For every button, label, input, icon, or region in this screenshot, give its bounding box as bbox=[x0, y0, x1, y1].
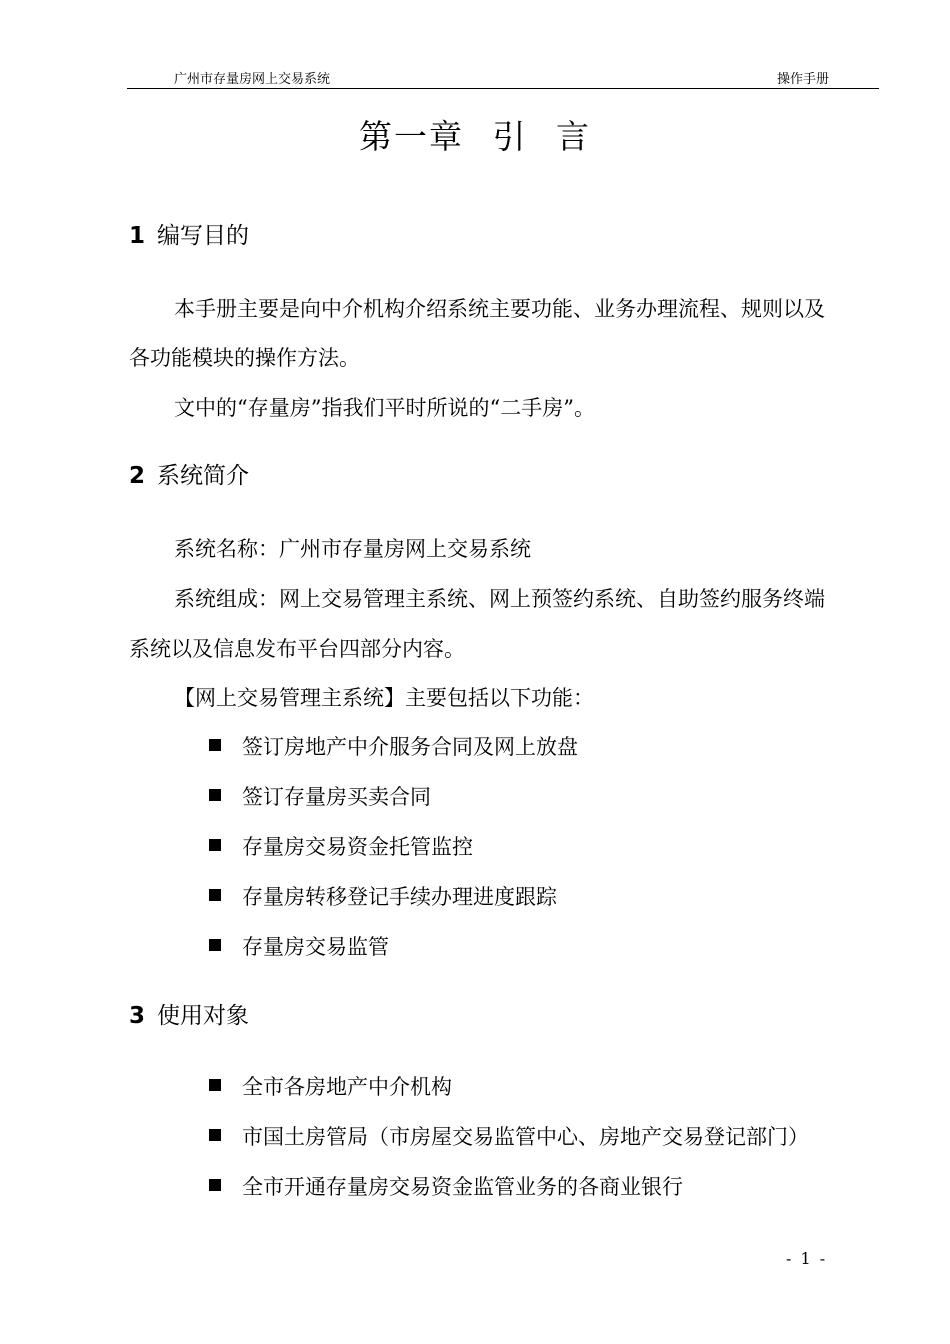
square-bullet-icon bbox=[209, 839, 221, 851]
header-manual-label: 操作手册 bbox=[777, 72, 830, 87]
list-item bbox=[209, 1072, 452, 1102]
paragraph-terminology: 文中的“存量房”指我们平时所说的“二手房”。 bbox=[174, 396, 595, 420]
list-item-text: 签订存量房买卖合同 bbox=[242, 785, 431, 809]
list-item bbox=[209, 1172, 683, 1202]
list-item bbox=[209, 882, 557, 912]
section-number: 2 bbox=[129, 463, 146, 489]
header-divider bbox=[127, 88, 879, 89]
section-title: 编写目的 bbox=[157, 223, 249, 249]
section-heading-system-intro bbox=[129, 461, 249, 491]
section-title: 系统简介 bbox=[157, 463, 249, 489]
paragraph-system-composition-line-1: 系统组成：网上交易管理主系统、网上预签约系统、自助签约服务终端 bbox=[174, 587, 825, 611]
square-bullet-icon bbox=[209, 739, 221, 751]
square-bullet-icon bbox=[209, 789, 221, 801]
section-title: 使用对象 bbox=[157, 1003, 249, 1029]
list-item-text: 签订房地产中介服务合同及网上放盘 bbox=[242, 735, 578, 759]
list-item-text: 存量房交易监管 bbox=[242, 935, 389, 959]
paragraph-system-name: 系统名称：广州市存量房网上交易系统 bbox=[174, 537, 531, 561]
section-number: 1 bbox=[129, 223, 146, 249]
paragraph-main-system-functions: 【网上交易管理主系统】主要包括以下功能： bbox=[174, 686, 594, 710]
square-bullet-icon bbox=[209, 1179, 221, 1191]
list-item bbox=[209, 732, 578, 762]
paragraph-purpose-line-2: 各功能模块的操作方法。 bbox=[129, 346, 360, 370]
square-bullet-icon bbox=[209, 1079, 221, 1091]
square-bullet-icon bbox=[209, 889, 221, 901]
square-bullet-icon bbox=[209, 939, 221, 951]
list-item bbox=[209, 932, 389, 962]
section-heading-purpose bbox=[129, 221, 249, 251]
section-number: 3 bbox=[129, 1003, 146, 1029]
paragraph-purpose-line-1: 本手册主要是向中介机构介绍系统主要功能、业务办理流程、规则以及 bbox=[174, 297, 825, 321]
list-item bbox=[209, 782, 431, 812]
list-item-text: 全市各房地产中介机构 bbox=[242, 1075, 452, 1099]
list-item-text: 存量房交易资金托管监控 bbox=[242, 835, 473, 859]
list-item bbox=[209, 832, 473, 862]
square-bullet-icon bbox=[209, 1129, 221, 1141]
paragraph-system-composition-line-2: 系统以及信息发布平台四部分内容。 bbox=[129, 637, 465, 661]
page-number: - 1 - bbox=[786, 1249, 828, 1268]
section-heading-target-users bbox=[129, 1001, 249, 1031]
header-document-title: 广州市存量房网上交易系统 bbox=[174, 72, 331, 87]
list-item bbox=[209, 1122, 809, 1152]
list-item-text: 存量房转移登记手续办理进度跟踪 bbox=[242, 885, 557, 909]
chapter-title: 第一章 引 言 bbox=[359, 117, 591, 156]
list-item-text: 全市开通存量房交易资金监管业务的各商业银行 bbox=[242, 1175, 683, 1199]
list-item-text: 市国土房管局（市房屋交易监管中心、房地产交易登记部门） bbox=[242, 1125, 809, 1149]
